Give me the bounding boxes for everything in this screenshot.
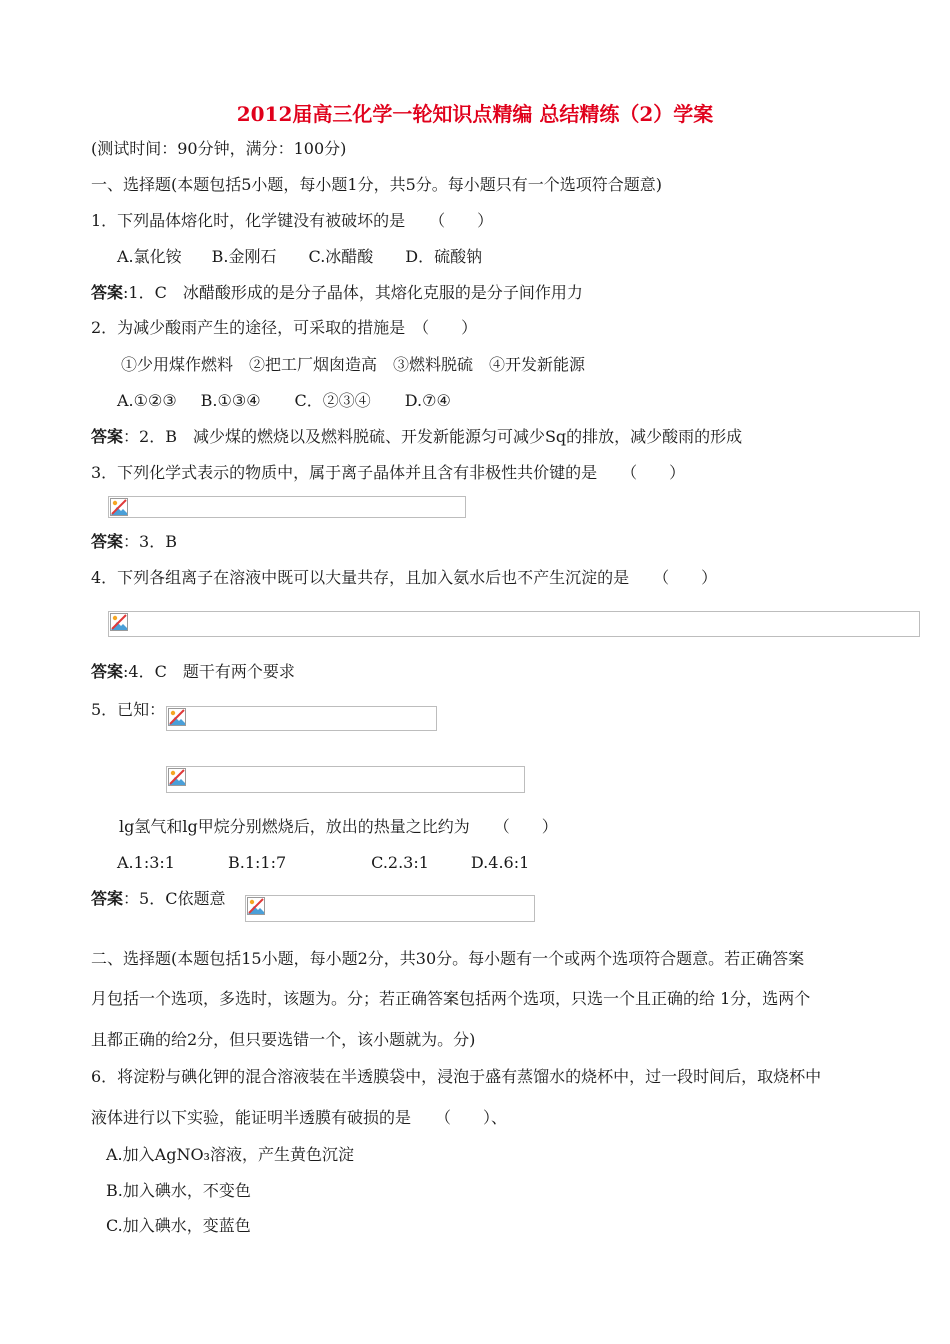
q2-option-d: D.⑦④ bbox=[404, 391, 451, 410]
section-2-heading-line-3: 且都正确的给2分，但只要选错一个，该小题就为。分) bbox=[91, 1030, 476, 1049]
q1-option-a: A.氯化铵 bbox=[117, 247, 182, 266]
q5-question-line: lg氢气和lg甲烷分别燃烧后，放出的热量之比约为 （ ） bbox=[119, 817, 558, 836]
q3-stem: 3．下列化学式表示的物质中，属于离子晶体并且含有非极性共价键的是 （ ） bbox=[91, 463, 686, 482]
page-title: 2012届高三化学一轮知识点精编 总结精练（2）学案 bbox=[236, 102, 714, 126]
q5-answer-image bbox=[245, 895, 535, 922]
q4-answer bbox=[91, 662, 295, 682]
q4-options-image bbox=[108, 611, 920, 637]
q6-option-b: B.加入碘水，不变色 bbox=[106, 1181, 251, 1200]
broken-image-icon bbox=[168, 768, 186, 786]
q1-answer-label: 答案 bbox=[91, 283, 124, 302]
section-2-heading-line-2: 月包括一个选项，多选时，该题为。分；若正确答案包括两个选项，只选一个且正确的给 1分，选两个 bbox=[91, 989, 811, 1008]
q6-option-c: C.加入碘水，变蓝色 bbox=[106, 1216, 251, 1235]
q5-option-c: C.2.3:1 bbox=[371, 853, 429, 872]
q4-answer-text: :4．C 题干有两个要求 bbox=[123, 662, 295, 681]
q5-stem: 5．已知： bbox=[91, 700, 166, 719]
q4-answer-label: 答案 bbox=[91, 662, 124, 681]
q2-measures: ①少用煤作燃料 ②把工厂烟囱造高 ③燃料脱硫 ④开发新能源 bbox=[121, 355, 586, 374]
q2-option-b: B.①③④ bbox=[200, 391, 261, 410]
q5-equation-2-image bbox=[166, 766, 525, 793]
q5-option-a: A.1:3:1 bbox=[117, 853, 175, 872]
q2-options bbox=[117, 391, 451, 411]
q2-answer-text: ：2．B 减少煤的燃烧以及燃料脱硫、开发新能源匀可减少Sq的排放，减少酸雨的形成 bbox=[123, 427, 743, 446]
q1-options bbox=[117, 247, 482, 267]
q2-option-a: A.①②③ bbox=[117, 391, 177, 410]
q1-option-d: D．硫酸钠 bbox=[405, 247, 483, 266]
q2-answer bbox=[91, 427, 742, 447]
q6-stem-line-2: 液体进行以下实验，能证明半透膜有破损的是 （ ）、 bbox=[91, 1108, 508, 1127]
q5-options bbox=[117, 853, 529, 873]
broken-image-icon bbox=[168, 708, 186, 726]
test-meta: (测试时间：90分钟，满分：100分) bbox=[91, 139, 347, 158]
q2-answer-label: 答案 bbox=[91, 427, 124, 446]
q1-option-b: B.金刚石 bbox=[211, 247, 277, 266]
q1-answer bbox=[91, 283, 583, 303]
q3-answer bbox=[91, 532, 177, 552]
q1-answer-text: :1．C 冰醋酸形成的是分子晶体，其熔化克服的是分子间作用力 bbox=[123, 283, 583, 302]
q1-option-c: C.冰醋酸 bbox=[308, 247, 374, 266]
section-2-heading-line-1: 二、选择题(本题包括15小题，每小题2分，共30分。每小题有一个或两个选项符合题意。若正确答案 bbox=[91, 949, 805, 968]
q2-stem: 2．为减少酸雨产生的途径，可采取的措施是 （ ） bbox=[91, 318, 478, 337]
q5-answer bbox=[91, 889, 225, 909]
q1-stem: 1．下列晶体熔化时，化学键没有被破坏的是 （ ） bbox=[91, 211, 494, 230]
q2-option-c: C．②③④ bbox=[294, 391, 371, 410]
q6-option-a: A.加入AgNO₃溶液，产生黄色沉淀 bbox=[106, 1145, 354, 1164]
q5-equation-1-image bbox=[166, 706, 437, 731]
q5-option-d: D.4.6:1 bbox=[470, 853, 530, 872]
broken-image-icon bbox=[247, 897, 265, 915]
q5-answer-label: 答案 bbox=[91, 889, 124, 908]
q3-answer-label: 答案 bbox=[91, 532, 124, 551]
broken-image-icon bbox=[110, 613, 128, 631]
broken-image-icon bbox=[110, 498, 128, 516]
q3-options-image bbox=[108, 496, 466, 518]
q5-option-b: B.1:1:7 bbox=[227, 853, 287, 872]
section-1-heading: 一、选择题(本题包括5小题，每小题1分，共5分。每小题只有一个选项符合题意) bbox=[91, 175, 663, 194]
q6-stem-line-1: 6．将淀粉与碘化钾的混合溶液装在半透膜袋中，浸泡于盛有蒸馏水的烧杯中，过一段时间后，取烧杯中 bbox=[91, 1067, 822, 1086]
q5-answer-text: ：5．C依题意 bbox=[123, 889, 226, 908]
q4-stem: 4．下列各组离子在溶液中既可以大量共存，且加入氨水后也不产生沉淀的是 （ ） bbox=[91, 568, 718, 587]
q3-answer-text: ：3．B bbox=[123, 532, 177, 551]
